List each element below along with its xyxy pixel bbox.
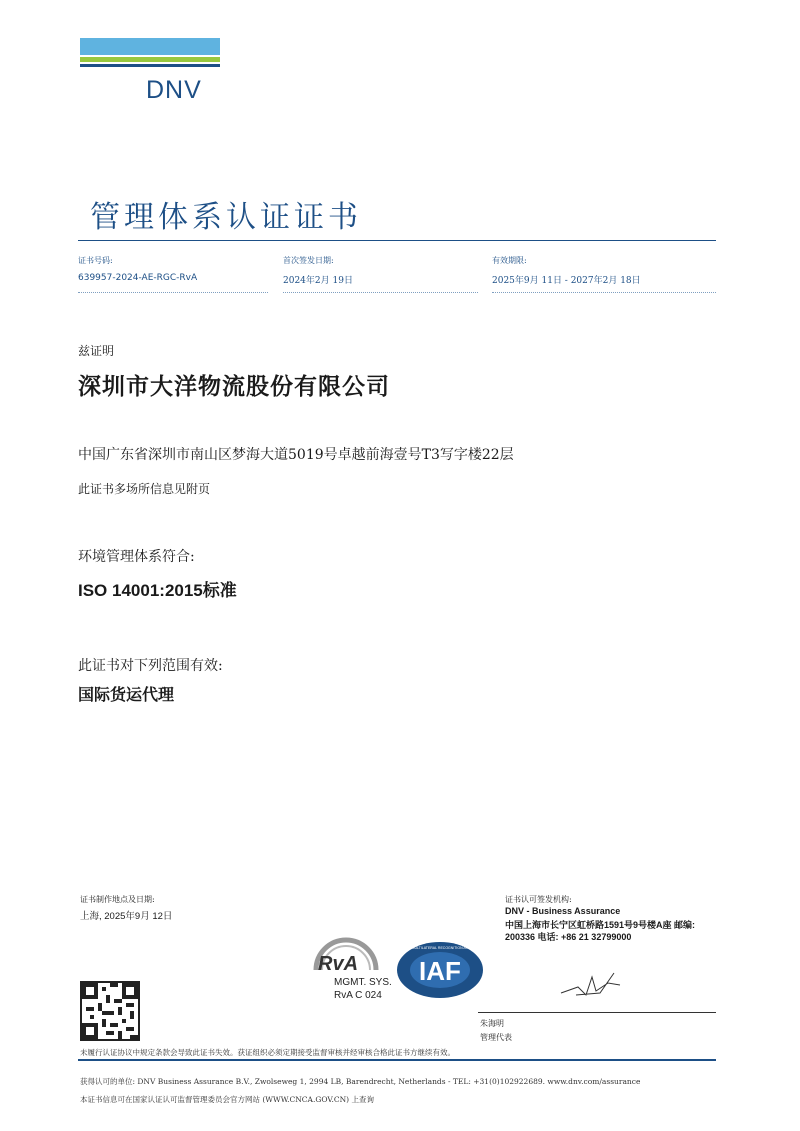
dnv-logo-text: DNV <box>146 76 202 104</box>
cnca-note: 本证书信息可在国家认证认可监督管理委员会官方网站 (WWW.CNCA.GOV.CN) 上查询 <box>80 1095 374 1104</box>
standard: ISO 14001:2015标准 <box>78 581 237 600</box>
company-name: 深圳市大洋物流股份有限公司 <box>78 373 390 400</box>
scope-value: 国际货运代理 <box>78 685 175 704</box>
system-label: 环境管理体系符合: <box>78 549 195 565</box>
first-issue-date-value: 2024年2月 19日 <box>283 276 353 286</box>
signatory-title: 管理代表 <box>480 1033 512 1042</box>
validity-value: 2025年9月 11日 - 2027年2月 18日 <box>492 276 641 286</box>
place-date-value: 上海, 2025年9月 12日 <box>80 911 173 922</box>
certify-label: 兹证明 <box>78 344 115 358</box>
rva-line2: RvA C 024 <box>334 990 382 1001</box>
place-date-label: 证书制作地点及日期: <box>80 895 155 904</box>
signatory-name: 朱海明 <box>480 1019 504 1028</box>
issuer-label: 证书认可签发机构: <box>505 895 572 904</box>
signature <box>556 965 626 1009</box>
validity-label: 有效期限: <box>492 256 527 265</box>
certificate-title: 管理体系认证证书 <box>90 200 362 235</box>
issuer-contact: 200336 电话: +86 21 32799000 <box>505 932 632 942</box>
iaf-mark <box>389 940 491 1004</box>
scope-label: 此证书对下列范围有效: <box>78 658 223 674</box>
title-divider <box>78 240 716 241</box>
company-address: 中国广东省深圳市南山区梦海大道5019号卓越前海壹号T3写字楼22层 <box>78 447 514 463</box>
meta-divider-1 <box>78 292 268 294</box>
signature-line <box>478 1012 716 1013</box>
meta-divider-3 <box>492 292 716 294</box>
dnv-logo-bars <box>80 38 220 67</box>
bottom-divider <box>78 1059 716 1061</box>
validity-note: 未履行认证协议中规定条款会导致此证书失效。获证组织必须定期接受监督审核并经审核合格此证书方继续有效。 <box>80 1048 455 1057</box>
meta-divider-2 <box>283 292 478 294</box>
accredited-unit-note: 获得认可的单位: DNV Business Assurance B.V., Zwolseweg 1, 2994 LB, Barendrecht, Netherlands - TEL: +31(0)102922689. www.dnv.com/assurance <box>80 1077 641 1086</box>
issuer-address: 中国上海市长宁区虹桥路1591号9号楼A座 邮编: <box>505 920 696 930</box>
rva-line1: MGMT. SYS. <box>334 977 392 988</box>
iaf-text: IAF <box>419 956 461 986</box>
issuer-name: DNV - Business Assurance <box>505 906 621 916</box>
iaf-ring-text: MEMBER OF MULTILATERAL RECOGNITION ARRANGEMENT <box>389 946 491 950</box>
first-issue-date-label: 首次签发日期: <box>283 256 334 265</box>
multi-site-note: 此证书多场所信息见附页 <box>78 482 211 496</box>
cert-no-value: 639957-2024-AE-RGC-RvA <box>78 273 198 283</box>
svg-text:RvA: RvA <box>318 953 359 975</box>
qr-code <box>80 981 140 1041</box>
cert-no-label: 证书号码: <box>78 256 113 265</box>
rva-accreditation-mark <box>310 932 390 1012</box>
